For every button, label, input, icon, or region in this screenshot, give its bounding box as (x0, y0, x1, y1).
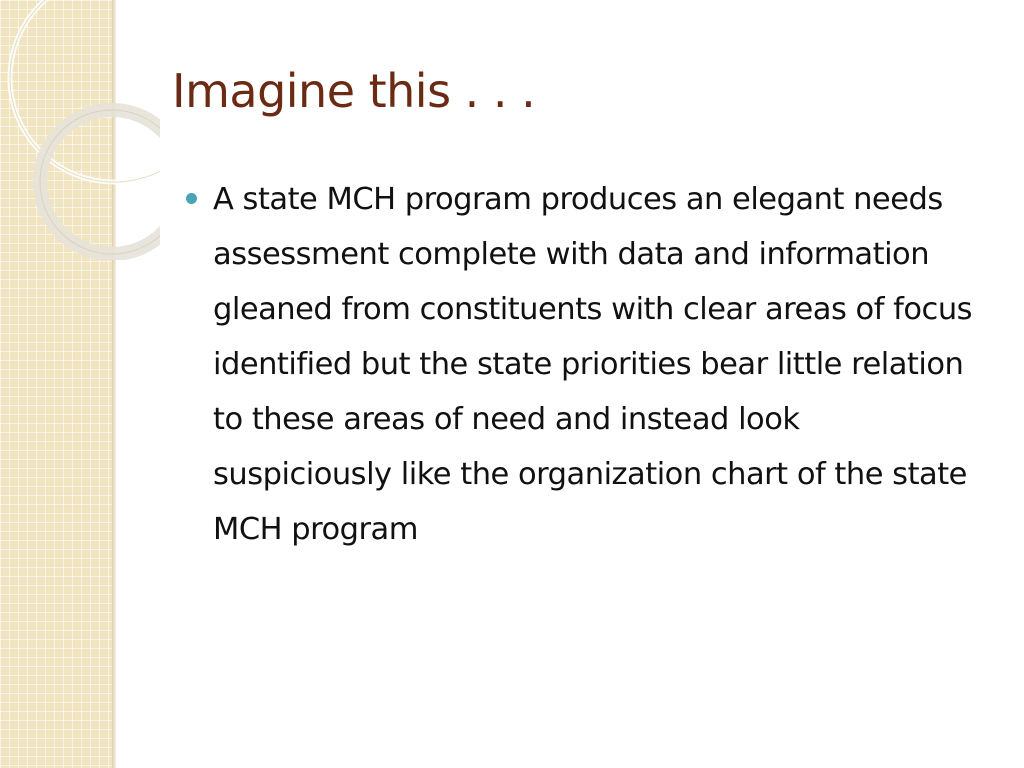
bullet-item (186, 172, 986, 557)
slide-title: Imagine this . . . (172, 64, 536, 118)
bullet-dot-icon (186, 193, 197, 204)
bullet-list (186, 172, 986, 557)
decorative-circles-icon (0, 0, 160, 260)
bullet-text: A state MCH program produces an elegant needs assessment complete with data and information gleaned from constituents with clear areas of focus identified but the state priorities bear little relation to these areas of need and instead look suspiciously like the organization chart of the state MCH program (213, 182, 973, 547)
